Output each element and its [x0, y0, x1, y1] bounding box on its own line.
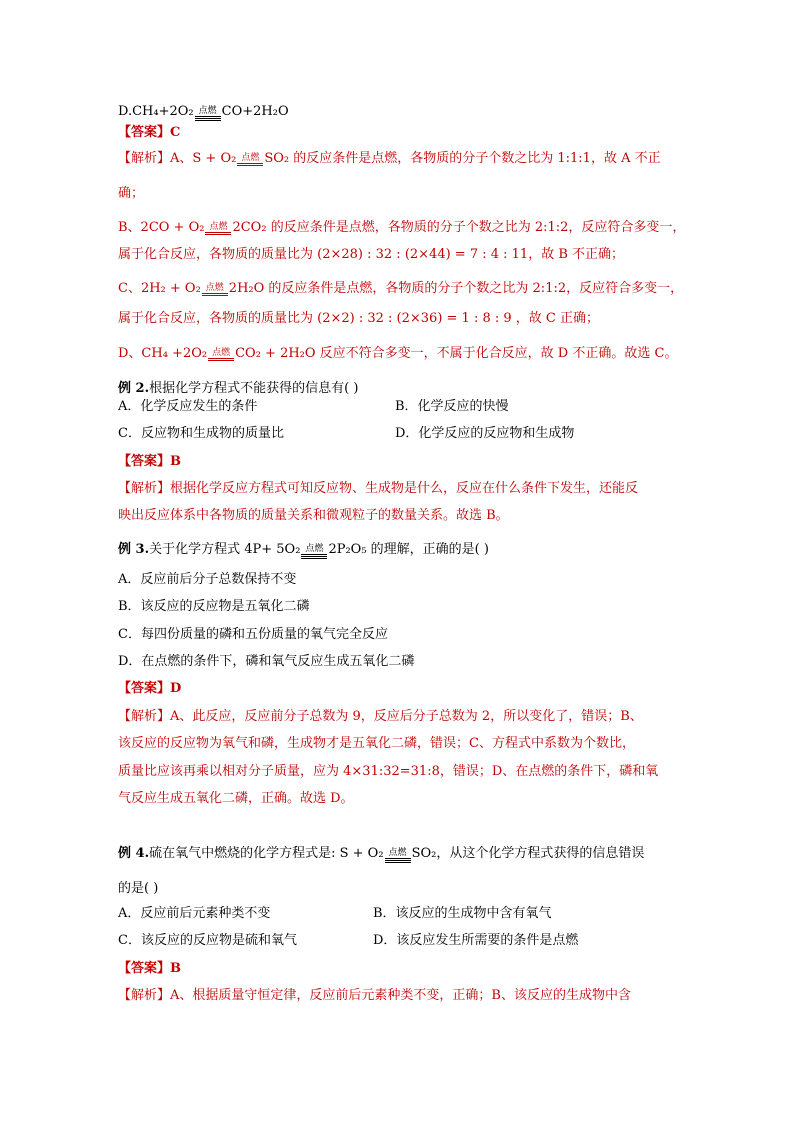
q4-option-c: C．该反应的反应物是硫和氧气	[118, 933, 297, 948]
q3-analysis-4: 气反应生成五氧化二磷，正确。故选 D。	[118, 791, 354, 806]
q2-answer: 【答案】B	[118, 454, 181, 469]
reaction-condition: 点燃	[195, 107, 221, 121]
q1-analysis-a-tail: 确；	[118, 186, 145, 201]
q2-option-a: A．化学反应发生的条件	[118, 399, 258, 414]
q3-analysis-2: 该反应的反应物为氧气和磷，生成物才是五氧化二磷，错误；C、方程式中系数为个数比，	[118, 736, 635, 751]
q3-analysis-1: 【解析】A、此反应，反应前分子总数为 9，反应后分子总数为 2，所以变化了，错误；B、	[118, 709, 643, 724]
q4-stem: 例 4.硫在氧气中燃烧的化学方程式是: S + O₂ 点燃 SO₂，从这个化学方程式获得的信息错误	[118, 846, 645, 861]
q1-analysis-c-tail: 属于化合反应，各物质的质量比为 (2×2) : 32 : (2×36) = 1 : 8 : 9 ，故 C 正确；	[118, 311, 599, 326]
q3-analysis-3: 质量比应该再乘以相对分子质量，应为 4×31:32=31:8，错误；D、在点燃的条件下，磷和氧	[118, 764, 659, 779]
q3-stem: 例 3.关于化学方程式 4P+ 5O₂ 点燃 2P₂O₅ 的理解，正确的是( )	[118, 542, 489, 557]
q1-analysis-b: B、2CO + O₂ 点燃 2CO₂ 的反应条件是点燃，各物质的分子个数之比为 2:1:2，反应符合多变一，	[118, 220, 686, 235]
q3-option-a: A．反应前后分子总数保持不变	[118, 572, 297, 587]
q1-option-d: D.CH₄+2O₂ 点燃 CO+2H₂O	[118, 104, 289, 119]
q1-analysis-c: C、2H₂ + O₂ 点燃 2H₂O 的反应条件是点燃，各物质的分子个数之比为 2:1:2，反应符合多变一，	[118, 281, 684, 296]
q4-stem-2: 的是( )	[118, 881, 159, 896]
q4-analysis-1: 【解析】A、根据质量守恒定律，反应前后元素种类不变，正确；B、该反应的生成物中含	[118, 988, 631, 1003]
q2-option-d: D．化学反应的反应物和生成物	[395, 426, 575, 441]
q2-analysis-2: 映出反应体系中各物质的质量关系和微观粒子的数量关系。故选 B。	[118, 508, 509, 523]
q2-option-c: C．反应物和生成物的质量比	[118, 426, 284, 441]
q3-option-b: B．该反应的反应物是五氧化二磷	[118, 599, 310, 614]
q3-option-c: C．每四份质量的磷和五份质量的氧气完全反应	[118, 627, 388, 642]
q4-option-a: A．反应前后元素种类不变	[118, 906, 271, 921]
q3-option-d: D．在点燃的条件下，磷和氧气反应生成五氧化二磷	[118, 654, 415, 669]
q1-answer: 【答案】C	[118, 125, 181, 140]
q2-option-b: B．化学反应的快慢	[395, 399, 509, 414]
q4-option-d: D．该反应发生所需要的条件是点燃	[373, 933, 579, 948]
q3-answer: 【答案】D	[118, 681, 182, 696]
q1-analysis-b-tail: 属于化合反应，各物质的质量比为 (2×28) : 32 : (2×44) = 7 : 4 : 11，故 B 不正确；	[118, 247, 625, 262]
q1-analysis-d: D、CH₄ +2O₂ 点燃 CO₂ + 2H₂O 反应不符合多变一，不属于化合反应，故 D 不正确。故选 C。	[118, 346, 678, 361]
q1-analysis-a: 【解析】A、S + O₂ 点燃 SO₂ 的反应条件是点燃，各物质的分子个数之比为 1:1:1，故 A 不正	[118, 151, 661, 166]
q4-option-b: B．该反应的生成物中含有氧气	[373, 906, 552, 921]
q2-stem: 例 2.根据化学方程式不能获得的信息有( )	[118, 381, 359, 396]
q2-analysis-1: 【解析】根据化学反应方程式可知反应物、生成物是什么，反应在什么条件下发生，还能反	[118, 481, 639, 496]
q4-answer: 【答案】B	[118, 961, 181, 976]
